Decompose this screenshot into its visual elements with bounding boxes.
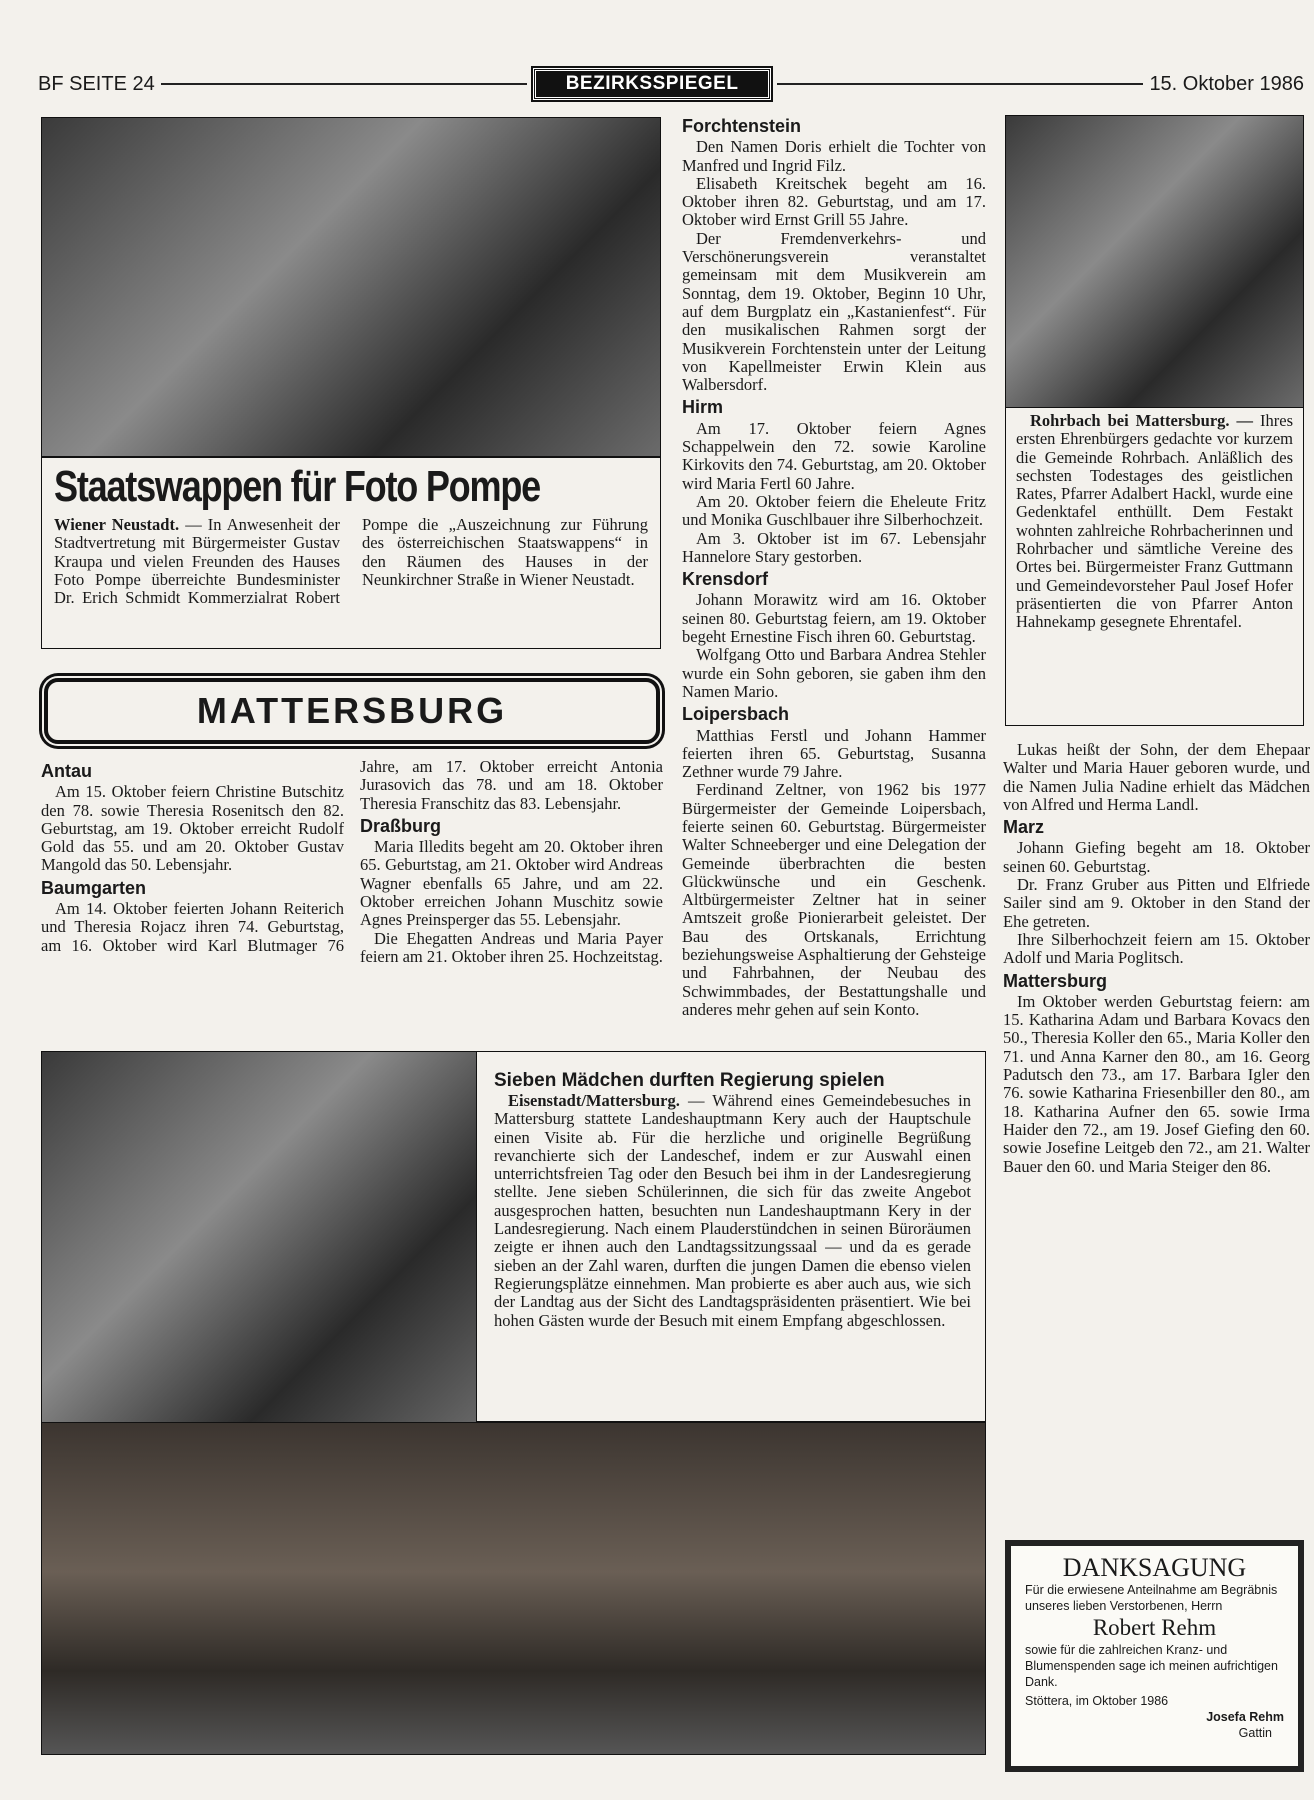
ad-relation: Gattin	[1238, 1726, 1272, 1740]
dateline: Rohrbach bei Mattersburg. —	[1030, 411, 1254, 430]
section-brand: BEZIRKSSPIEGEL	[533, 68, 772, 100]
article-sieben-maedchen	[477, 1051, 986, 1422]
news-paragraph: Dr. Franz Gruber aus Pitten und Elfriede Sailer sind am 9. Oktober in den Stand der Ehe getreten.	[1003, 875, 1310, 931]
news-paragraph: Ferdinand Zeltner, von 1962 bis 1977 Bürgermeister der Gemeinde Loipersbach, feierte seinen 60. Geburtstag. Bürgermeister Walter Schneeberger und eine Delegation der Gemeinde überbrachten die besten Glückwünsche und ein Geschenk. Altbürgermeister Zeltner hat in seiner Amtszeit große Pionierarbeit geleistet. Der Bau des Ortskanals, Errichtung beziehungsweise Asphaltierung der Gehsteige und Fahrbahnen, der Neubau des Schwimmbades, der Bestattungshalle und anderes mehr gehen auf sein Konto.	[682, 780, 986, 1019]
header-rule	[777, 83, 1143, 85]
issue-date: 15. Oktober 1986	[1149, 72, 1304, 95]
headline: Sieben Mädchen durften Regierung spielen	[494, 1070, 885, 1091]
headline: Staatswappen für Foto Pompe	[54, 462, 540, 511]
news-paragraph: Matthias Ferstl und Johann Hammer feierten ihren 65. Geburtstag, Susanna Zethner wurde 79 Jahre.	[682, 725, 986, 782]
locality-heading: Draßburg	[360, 815, 441, 836]
left-columns	[41, 758, 663, 1030]
news-paragraph: Am 17. Oktober feiern Agnes Schappelwein den 72. sowie Karoline Kirkovits den 74. Geburtstag, am 20. Oktober wird Maria Fertl 60 Jahre.	[682, 418, 986, 493]
article-body: — Während eines Gemeindebesuches in Mattersburg stattete Landeshauptmann Kery auch der Hauptschule einen Visite ab. Für die herzliche und originelle Begrüßung revanchierte sich der Landeschef, indem er zur Auswahl einen unterrichtsfreien Tag oder den Besuch bei ihm in der Landesregierung stellte. Jene sieben Schülerinnen, die sich für das zweite Angebot ausgesprochen hatten, besuchten nun Landeshauptmann Kery in der Landesregierung. Nach einem Plauderstündchen in seinen Büroräumen zeigte er ihnen auch den Landtagssitzungssaal — und da es gerade sieben an der Zahl waren, durften die jungen Damen die ebenso vielen Regierungsplätze einnehmen. Man probierte es aber auch aus, wie sich der Landtag aus der Sicht des Landtagspräsidenten präsentiert. Wie bei hohen Gästen wurde der Besuch mit einem Empfang abgeschlossen.	[494, 1091, 971, 1330]
ad-signer: Josefa Rehm	[1206, 1710, 1284, 1724]
article-pompe	[41, 457, 661, 649]
ad-place-date: Stöttera, im Oktober 1986	[1025, 1694, 1169, 1708]
locality-heading: Baumgarten	[41, 877, 147, 898]
article-rohrbach	[1005, 408, 1304, 726]
news-paragraph: Maria Illedits begeht am 20. Oktober ihren 65. Geburtstag, am 21. Oktober wird Andreas Wagner ebenfalls 65 Jahre, und am 22. Oktober erreichen Johann Muschitz sowie Agnes Preinsperger das 55. Lebensjahr.	[360, 837, 663, 930]
news-paragraph: Am 15. Oktober feiern Christine Butschitz den 78. sowie Theresia Rosenitsch den 82. Geburtstag, am 19. Oktober erreicht Rudolf Gold das 55. und am 20. Oktober Gustav Mangold das 50. Lebensjahr.	[41, 782, 344, 875]
locality-heading: Marz	[1003, 817, 1045, 838]
locality-heading: Loipersbach	[682, 704, 790, 725]
news-paragraph: Der Fremdenverkehrs- und Verschönerungsverein veranstaltet gemeinsam mit dem Musikverein am Sonntag, dem 19. Oktober, Beginn 10 Uhr, auf dem Burgplatz ein „Kastanienfest“. Für den musikalischen Rahmen sorgt der Musikverein Forchtenstein unter der Leitung von Kapellmeister Erwin Klein aus Walbersdorf.	[682, 228, 986, 395]
news-paragraph: Die Ehegatten Andreas und Maria Payer feiern am 21. Oktober ihren 25. Hochzeitstag.	[360, 928, 663, 966]
ad-intro: Für die erwiesene Anteilnahme am Begräbnis unseres lieben Verstorbenen, Herrn	[1025, 1583, 1278, 1613]
news-paragraph: Im Oktober werden Geburtstag feiern: am 15. Katharina Adam und Barbara Kovacs den 50., Theresia Koller den 65., Maria Koller den 71. und Anna Karner den 80., am 16. Georg Padutsch den 73., am 17. Barbara Igler den 76. sowie Katharina Friesenbiller den 80., am 18. Katharina Aufner den 65. sowie Irma Haider den 72., am 19. Josef Giefing den 60. sowie Josefine Leitgeb den 72., am 21. Walter Bauer den 60. und Maria Steiger den 86.	[1003, 991, 1310, 1176]
middle-column	[682, 113, 986, 1019]
header-rule	[161, 83, 527, 85]
news-paragraph: Am 3. Oktober ist im 67. Lebensjahr Hannelore Stary gestorben.	[682, 528, 986, 566]
locality-heading: Krensdorf	[682, 569, 769, 590]
news-paragraph: Den Namen Doris erhielt die Tochter von Manfred und Ingrid Filz.	[682, 137, 986, 175]
ad-body: sowie für die zahlreichen Kranz- und Blumenspenden sage ich meinen aufrichtigen Dank.	[1025, 1643, 1278, 1689]
deceased-name: Robert Rehm	[1092, 1615, 1217, 1640]
news-paragraph: Am 14. Oktober feierten Johann Reiterich und Theresia Rojacz ihren 74. Geburtstag, am 16. Oktober wird Karl Blutmager 76 Jahre, am 17. Oktober erreicht Antonia Jurasovich das 78. und am 18. Oktober Theresia Franschitz das 83. Lebensjahr.	[41, 757, 663, 955]
section-banner: MATTERSBURG	[44, 678, 660, 744]
page-number: BF SEITE 24	[38, 72, 155, 95]
news-paragraph: Ihre Silberhochzeit feiern am 15. Oktober Adolf und Maria Poglitsch.	[1003, 929, 1310, 968]
news-paragraph: Wolfgang Otto und Barbara Andrea Stehler wurde ein Sohn geboren, sie gaben ihm den Namen Mario.	[682, 645, 986, 701]
photo-pompe-ceremony	[41, 117, 661, 457]
locality-heading: Hirm	[682, 397, 724, 418]
death-notice-ad	[1005, 1540, 1304, 1772]
photo-rohrbach-plaque	[1005, 115, 1304, 408]
news-paragraph: Am 20. Oktober feiern die Eheleute Fritz und Monika Guschlbauer ihre Silberhochzeit.	[682, 491, 986, 530]
ad-title: DANKSAGUNG	[1062, 1553, 1247, 1582]
photo-girls-with-governor	[41, 1051, 477, 1445]
news-paragraph: Johann Giefing begeht am 18. Oktober seinen 60. Geburtstag.	[1003, 838, 1310, 876]
locality-heading: Antau	[41, 761, 92, 781]
right-column	[1003, 741, 1310, 1176]
article-body: Ihres ersten Ehrenbürgers gedachte vor kurzem die Gemeinde Rohrbach. Anläßlich des sechsten Todestages des geistlichen Rates, Pfarrer Adalbert Hackl, wurde eine Gedenktafel enthüllt. Dem Festakt wohnten zahlreiche Rohrbacherinnen und Rohrbacher und sämtliche Vereine des Ortes bei. Bürgermeister Franz Guttmann und Gemeindevorsteher Paul Josef Hofer präsentierten die von Pfarrer Anton Hahnekamp gesegnete Ehrentafel.	[1016, 411, 1294, 632]
dateline: Eisenstadt/Mattersburg.	[508, 1091, 680, 1110]
news-paragraph: Elisabeth Kreitschek begeht am 16. Oktober ihren 82. Geburtstag, und am 17. Oktober wird Ernst Grill 55 Jahre.	[682, 173, 986, 230]
news-paragraph: Johann Morawitz wird am 16. Oktober seinen 80. Geburtstag feiern, am 19. Oktober begeht Ernestine Fisch ihren 60. Geburtstag.	[682, 590, 986, 647]
locality-heading: Forchtenstein	[682, 116, 802, 136]
page-header	[38, 70, 1304, 98]
photo-girls-in-parliament	[41, 1422, 986, 1755]
locality-heading: Mattersburg	[1003, 970, 1108, 991]
news-paragraph: Lukas heißt der Sohn, der dem Ehepaar Walter und Maria Hauer geboren wurde, und die Namen Julia Nadine erhielt das Mädchen von Alfred und Herma Landl.	[1003, 740, 1310, 814]
article-body: — In Anwesenheit der Stadtvertretung mit Bürgermeister Gustav Kraupa und vielen Freunden des Hauses Foto Pompe überreichte Bundesminister Dr. Erich Schmidt Kommerzialrat Robert Pompe die „Auszeichnung zur Führung des österreichischen Staatswappens“ in den Räumen des Hauses in der Neunkirchner Straße in Wiener Neustadt.	[54, 515, 648, 608]
dateline: Wiener Neustadt.	[54, 515, 180, 534]
